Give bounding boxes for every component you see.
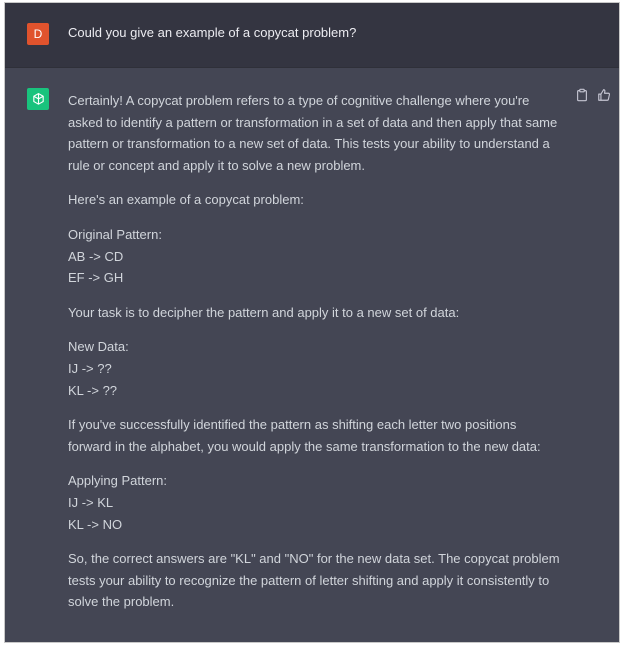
user-message-text: Could you give an example of a copycat problem? [68,25,357,40]
applying-pattern-block [68,470,562,535]
applying-pattern-line-1: IJ -> KL [68,494,114,510]
new-data-block [68,336,562,401]
original-pattern-line-2: EF -> GH [68,270,124,286]
new-data-line-1: IJ -> ?? [68,360,112,376]
user-message-row [5,3,619,68]
applying-pattern-line-2: KL -> NO [68,516,123,532]
assistant-message-row [5,68,619,642]
thumbs-up-icon[interactable] [597,88,611,102]
new-data-line-2: KL -> ?? [68,382,118,398]
intro-paragraph: Certainly! A copycat problem refers to a type of cognitive challenge where you're asked to identify a pattern or transformation in a set of data and then apply that same pattern or transformation to a new set of data. This tests your ability to understand a rule or concept and apply it to solve a new problem. [68,93,558,173]
explanation-paragraph: If you've successfully identified the pattern as shifting each letter two positions forward in the alphabet, you would apply the same transformation to the new data: [68,417,541,454]
openai-logo-icon [31,92,46,107]
assistant-avatar [27,88,49,110]
conclusion-paragraph: So, the correct answers are "KL" and "NO" for the new data set. The copycat problem tests your ability to recognize the pattern of letter shifting and apply it consistently to solve the problem. [68,551,560,610]
applying-pattern-heading: Applying Pattern: [68,473,168,489]
chat-window [4,2,620,643]
new-data-heading: New Data: [68,339,129,355]
clipboard-icon[interactable] [575,88,589,102]
original-pattern-heading: Original Pattern: [68,226,162,242]
message-actions [575,88,611,102]
user-avatar: D [27,23,49,45]
task-paragraph: Your task is to decipher the pattern and apply it to a new set of data: [68,304,460,320]
original-pattern-block [68,224,562,289]
original-pattern-line-1: AB -> CD [68,248,124,264]
example-lead: Here's an example of a copycat problem: [68,192,304,208]
assistant-message-content [68,90,562,626]
